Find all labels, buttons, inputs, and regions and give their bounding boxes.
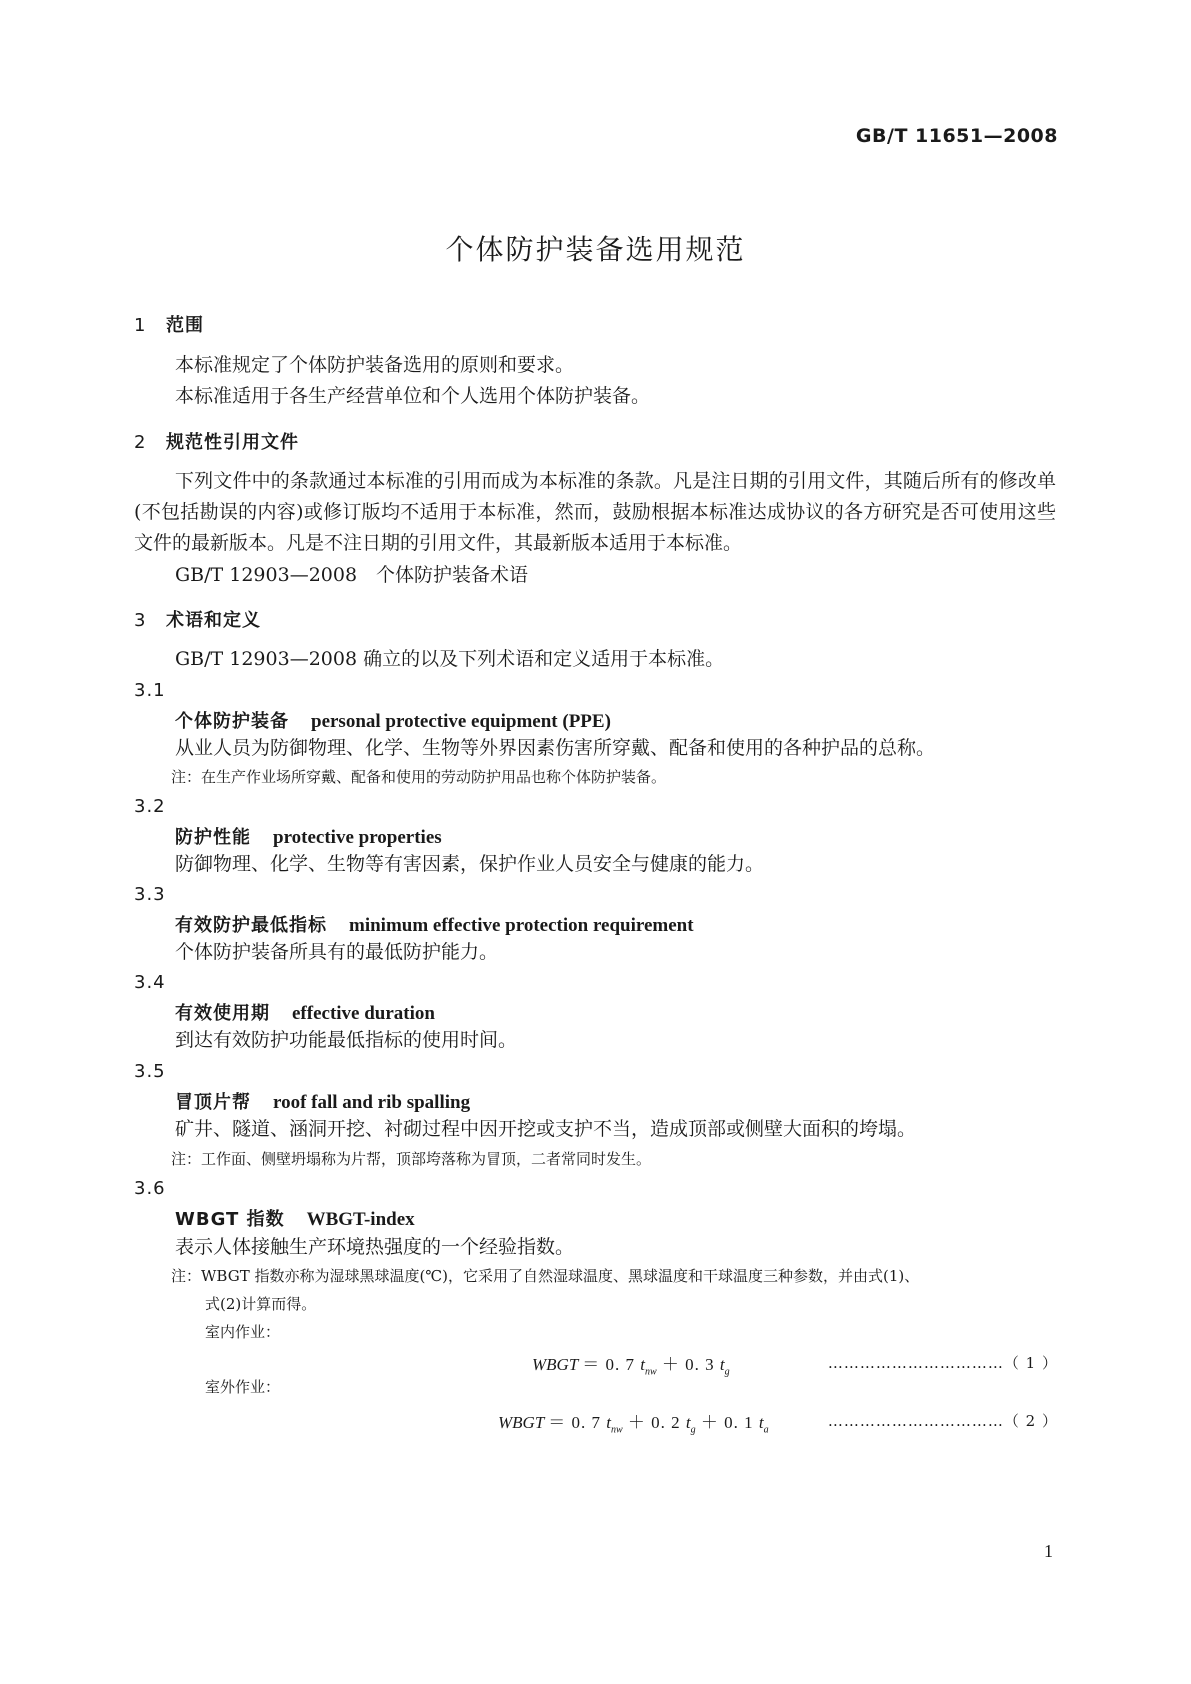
indoor-label: 室内作业： [205, 1323, 281, 1341]
term-en: protective properties [273, 827, 442, 848]
term-zh: 个体防护装备 [175, 711, 289, 732]
formula-subscript: a [763, 1424, 769, 1436]
document-title: 个体防护装备选用规范 [445, 233, 746, 266]
note-line-1: 注：WBGT 指数亦称为湿球黑球温度(℃)，它采用了自然湿球温度、黑球温度和干球温度三种参数，并由式(1)、 [171, 1267, 920, 1285]
section-number: 1 [134, 315, 147, 336]
formula-var: t [719, 1355, 725, 1374]
section-3-heading [134, 606, 261, 632]
term-3-5-note: 注：工作面、侧壁坍塌称为片帮，顶部垮落称为冒顶，二者常同时发生。 [171, 1150, 652, 1168]
formula-var: t [758, 1413, 764, 1432]
term-3-5 [175, 1088, 470, 1114]
clause-number-3-5: 3.5 [134, 1061, 166, 1082]
formula-term: ＋ 0. 3 [656, 1355, 720, 1374]
section-title: 术语和定义 [166, 610, 261, 631]
formula-var: t [640, 1355, 645, 1374]
formula-subscript: g [724, 1366, 730, 1378]
formula-subscript: nw [610, 1424, 623, 1436]
formula-1 [532, 1350, 730, 1377]
term-zh: 有效使用期 [175, 1003, 270, 1024]
section-title: 范围 [166, 315, 204, 336]
formula-subscript: g [690, 1424, 696, 1436]
clause-number-3-6: 3.6 [134, 1178, 166, 1199]
term-3-1-note: 注：在生产作业场所穿戴、配备和使用的劳动防护用品也称个体防护装备。 [171, 768, 667, 786]
term-en: WBGT-index [306, 1209, 415, 1230]
term-3-4 [175, 999, 435, 1025]
term-en: roof fall and rib spalling [273, 1092, 471, 1113]
formula-subscript: nw [644, 1366, 657, 1378]
section-title: 规范性引用文件 [166, 432, 299, 453]
term-zh: WBGT 指数 [175, 1209, 285, 1230]
formula-2-reference: ……………………………（ 2 ） [827, 1412, 1058, 1430]
term-3-6-definition: 表示人体接触生产环境热强度的一个经验指数。 [175, 1236, 575, 1258]
note-line-2: 式(2)计算而得。 [205, 1295, 317, 1313]
term-en: effective duration [292, 1003, 435, 1024]
term-3-1 [175, 707, 611, 733]
section-1-paragraph-1: 本标准规定了个体防护装备选用的原则和要求。 [175, 354, 575, 376]
formula-term: ＝ 0. 7 [582, 1355, 641, 1374]
section-1-heading [134, 311, 204, 337]
formula-term: ＋ 0. 1 [695, 1413, 759, 1432]
formula-var: t [606, 1413, 611, 1432]
section-number: 3 [134, 610, 147, 631]
term-3-5-definition: 矿井、隧道、涵洞开挖、衬砌过程中因开挖或支护不当，造成顶部或侧壁大面积的垮塌。 [175, 1118, 917, 1140]
term-3-2 [175, 823, 442, 849]
section-number: 2 [134, 432, 147, 453]
term-3-3-definition: 个体防护装备所具有的最低防护能力。 [175, 941, 499, 963]
formula-lhs: WBGT [532, 1355, 578, 1374]
term-en: minimum effective protection requirement [349, 915, 694, 936]
term-3-6-note [171, 1262, 1059, 1318]
clause-number-3-4: 3.4 [134, 972, 166, 993]
term-3-6 [175, 1205, 415, 1231]
term-en: personal protective equipment (PPE) [311, 711, 611, 732]
page-number: 1 [1044, 1541, 1053, 1561]
term-zh: 防护性能 [175, 827, 251, 848]
formula-2 [498, 1408, 769, 1435]
section-3-intro: GB/T 12903—2008 确立的以及下列术语和定义适用于本标准。 [175, 648, 725, 670]
formula-var: t [685, 1413, 691, 1432]
section-2-paragraph: 下列文件中的条款通过本标准的引用而成为本标准的条款。凡是注日期的引用文件，其随后所有的修改单(不包括勘误的内容)或修订版均不适用于本标准，然而，鼓励根据本标准达成协议的各方研究是否可使用这些文件的最新版本。凡是不注日期的引用文件，其最新版本适用于本标准。 [134, 470, 1056, 554]
term-zh: 有效防护最低指标 [175, 915, 327, 936]
clause-number-3-1: 3.1 [134, 680, 166, 701]
formula-lhs: WBGT [498, 1413, 544, 1432]
standard-number: GB/T 11651—2008 [855, 125, 1058, 147]
formula-term: ＋ 0. 2 [622, 1413, 686, 1432]
term-3-3 [175, 911, 694, 937]
term-3-2-definition: 防御物理、化学、生物等有害因素，保护作业人员安全与健康的能力。 [175, 853, 765, 875]
term-3-1-definition: 从业人员为防御物理、化学、生物等外界因素伤害所穿戴、配备和使用的各种护品的总称。 [175, 737, 936, 759]
section-2-heading [134, 428, 299, 454]
normative-reference: GB/T 12903—2008 个体防护装备术语 [175, 564, 529, 586]
clause-number-3-3: 3.3 [134, 884, 166, 905]
outdoor-label: 室外作业： [205, 1378, 281, 1396]
formula-term: ＝ 0. 7 [548, 1413, 607, 1432]
term-3-4-definition: 到达有效防护功能最低指标的使用时间。 [175, 1029, 518, 1051]
term-zh: 冒顶片帮 [175, 1092, 251, 1113]
section-1-paragraph-2: 本标准适用于各生产经营单位和个人选用个体防护装备。 [175, 385, 651, 407]
formula-1-reference: ……………………………（ 1 ） [827, 1354, 1058, 1372]
clause-number-3-2: 3.2 [134, 796, 166, 817]
